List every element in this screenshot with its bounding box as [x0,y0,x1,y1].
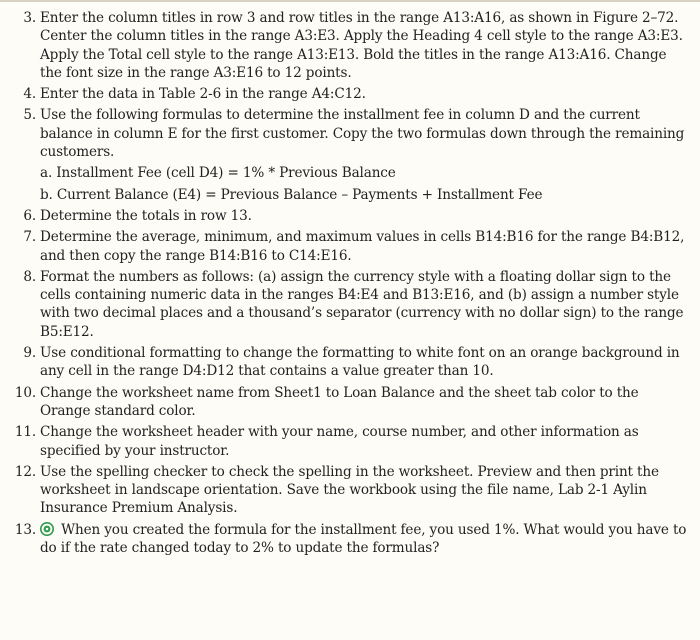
step-number: 9. [23,345,36,362]
step-number: 10. [14,384,36,401]
step-5 [0,106,690,203]
step-number: 11. [14,424,36,441]
subitem-current-balance: b. Current Balance (E4) = Previous Balance – Payments + Installment Fee [40,186,543,203]
step-number: 3. [23,10,36,26]
step-text: Use the spelling checker to check the spelling in the worksheet. Preview and then print the worksheet in landscape orientation. Save the workbook using the file name, Lab 2-1 Aylin Insurance Premium Analysis. [40,463,659,517]
step-text: When you created the formula for the installment fee, you used 1%. What would you have to do if the rate changed today to 2% to update the formulas? [40,521,687,557]
step-text: Use conditional formatting to change the formatting to white font on an orange background in any cell in the range D4:D12 that contains a value greater than 10. [40,345,680,380]
step-13 [0,521,690,558]
step-text: Enter the column titles in row 3 and row titles in the range A13:A16, as shown in Figure 2–72. Center the column titles in the range A3:E3. Apply the Heading 4 cell style to the range A3:E3. Apply the Total cell style to the range A13:E13. Bold the titles in the range A13:A16. Change the font size in the range A3:E16 to 12 points. [40,10,683,81]
step-6 [0,207,690,225]
step-4 [0,85,690,103]
step-7 [0,228,690,265]
step-text: Use the following formulas to determine the installment fee in column D and the current balance in column E for the first customer. Copy the two formulas down through the remaining customers. [40,107,685,161]
step-8 [0,268,690,341]
step-number: 6. [23,207,36,224]
instruction-steps [0,9,690,557]
step-text: Determine the totals in row 13. [40,207,252,224]
step-number: 12. [14,463,36,480]
step-number: 8. [23,268,36,285]
step-text: Determine the average, minimum, and maximum values in cells B14:B16 for the range B4:B12, and then copy the range B14:B16 to C14:E16. [40,229,685,264]
step-3 [0,9,690,82]
step-12 [0,463,690,518]
step-5-subitems [40,164,690,204]
target-icon [40,522,54,536]
step-number: 5. [23,107,36,124]
step-number: 13. [14,521,36,538]
step-number: 7. [23,229,36,246]
step-number: 4. [23,86,36,103]
step-11 [0,423,690,460]
step-10 [0,384,690,421]
step-text: Enter the data in Table 2-6 in the range A4:C12. [40,86,366,103]
step-text: Format the numbers as follows: (a) assign the currency style with a floating dollar sign to the cells containing numeric data in the ranges B4:E4 and B13:E16, and (b) assign a number style with two decimal places and a thousand’s separator (currency with no dollar sign) to the range B5:E12. [40,268,684,340]
step-text: Change the worksheet header with your name, course number, and other information as specified by your instructor. [40,424,639,459]
step-9 [0,344,690,381]
subitem-installment-fee: a. Installment Fee (cell D4) = 1% * Previous Balance [40,165,396,182]
step-text: Change the worksheet name from Sheet1 to Loan Balance and the sheet tab color to the Orange standard color. [40,384,639,419]
